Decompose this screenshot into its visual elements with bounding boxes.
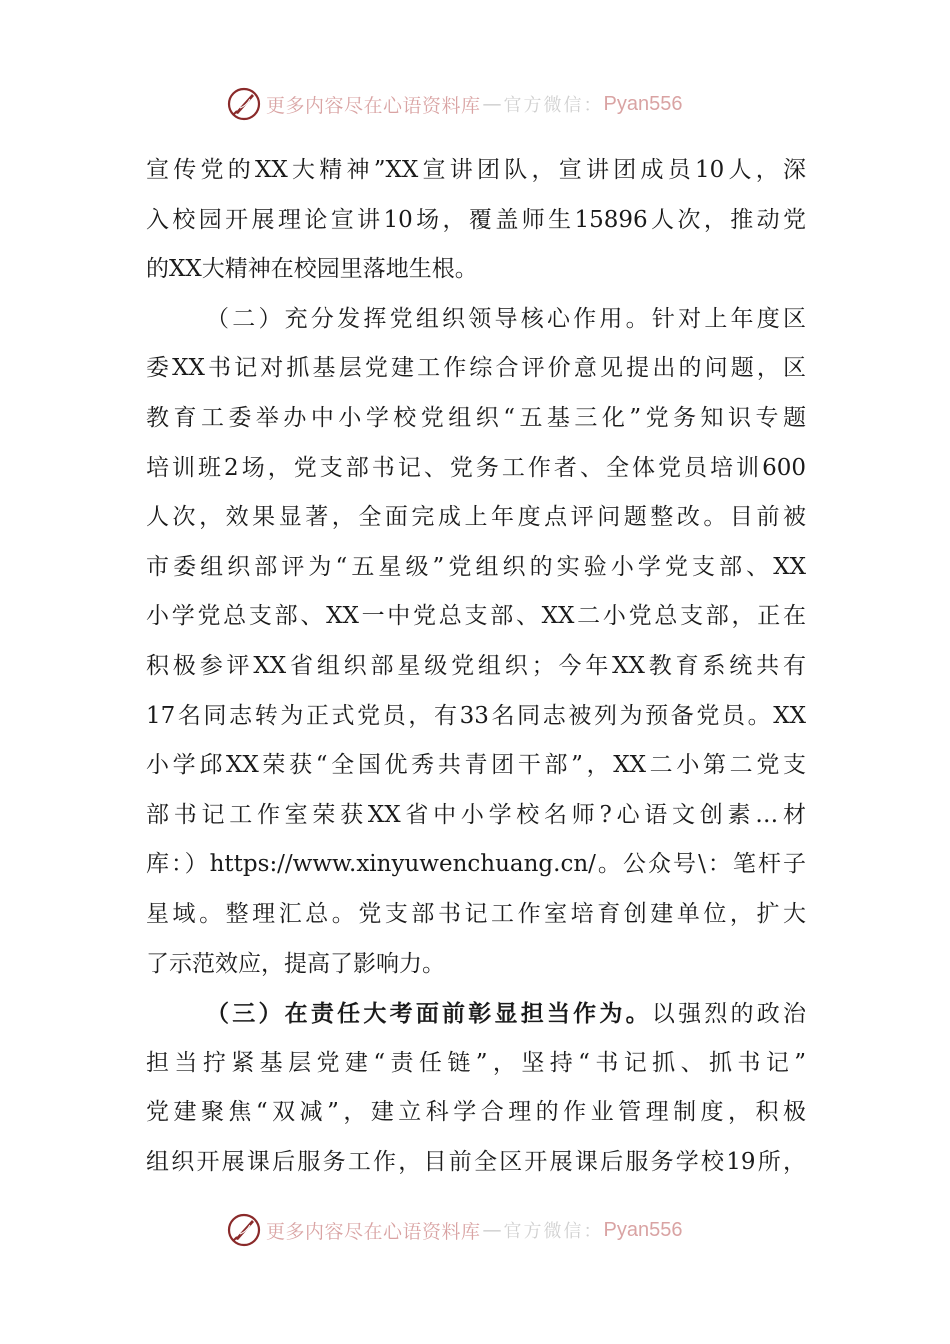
text-line: 17名同志转为正式党员，有33名同志被列为预备党员。XX (146, 702, 806, 729)
text-line: 小学邱XX荣获“全国优秀共青团干部”，XX二小第二党支 (146, 752, 806, 779)
document-body (146, 146, 806, 1187)
text-line: 入校园开展理论宣讲10场，覆盖师生15896人次，推动党 (146, 206, 806, 233)
text-line: 库：）https://www.xinyuwenchuang.cn/。公众号\：笔杆子 (146, 851, 806, 878)
text-line: 宣传党的XX大精神”XX宣讲团队，宣讲团成员10人，深 (146, 157, 806, 183)
text-line: 的XX大精神在校园里落地生根。 (146, 256, 478, 283)
text-line: 委XX书记对抓基层党建工作综合评价意见提出的问题，区 (146, 355, 806, 382)
section-heading-line (146, 989, 806, 1039)
text-line: （二）充分发挥党组织领导核心作用。针对上年度区 (206, 305, 806, 332)
text-line: 担当拧紧基层党建“责任链”，坚持“书记抓、抓书记” (146, 1049, 806, 1076)
text-line: 小学党总支部、XX一中党总支部、XX二小党总支部，正在 (146, 603, 806, 630)
banner-site-text: 更多内容尽在心语资料库 (266, 1220, 481, 1243)
banner-separator: — (482, 93, 502, 115)
heading-continuation: 以强烈的政治 (651, 1001, 806, 1028)
text-line: 市委组织部评为“五星级”党组织的实验小学党支部、XX (146, 553, 806, 580)
text-line: 人次，效果显著，全面完成上年度点评问题整改。目前被 (146, 504, 806, 531)
text-line: 教育工委举办中小学校党组织“五基三化”党务知识专题 (146, 404, 806, 431)
quill-pen-icon (226, 86, 262, 122)
banner-site-text: 更多内容尽在心语资料库 (266, 94, 481, 117)
header-banner (226, 84, 726, 124)
banner-contact-label: 官方微信： (503, 1221, 604, 1242)
banner-separator: — (482, 1219, 502, 1241)
footer-banner (226, 1210, 726, 1250)
text-line: 党建聚焦“双减”，建立科学合理的作业管理制度，积极 (146, 1099, 806, 1126)
text-line: 了示范效应，提高了影响力。 (146, 950, 445, 977)
banner-contact-id: Pyan556 (603, 1218, 683, 1241)
text-line: 组织开展课后服务工作，目前全区开展课后服务学校19所， (146, 1148, 806, 1175)
text-line: 部书记工作室荣获XX省中小学校名师?心语文创素…材 (146, 801, 806, 828)
section-heading: （三）在责任大考面前彰显担当作为。 (206, 1000, 652, 1028)
text-line: 培训班2场，党支部书记、党务工作者、全体党员培训600 (146, 454, 806, 481)
banner-contact-id: Pyan556 (603, 92, 683, 115)
text-line: 星域。整理汇总。党支部书记工作室培育创建单位，扩大 (146, 900, 806, 927)
text-line: 积极参评XX省组织部星级党组织；今年XX教育系统共有 (146, 652, 806, 679)
banner-contact-label: 官方微信： (503, 95, 604, 116)
quill-pen-icon (226, 1212, 262, 1248)
